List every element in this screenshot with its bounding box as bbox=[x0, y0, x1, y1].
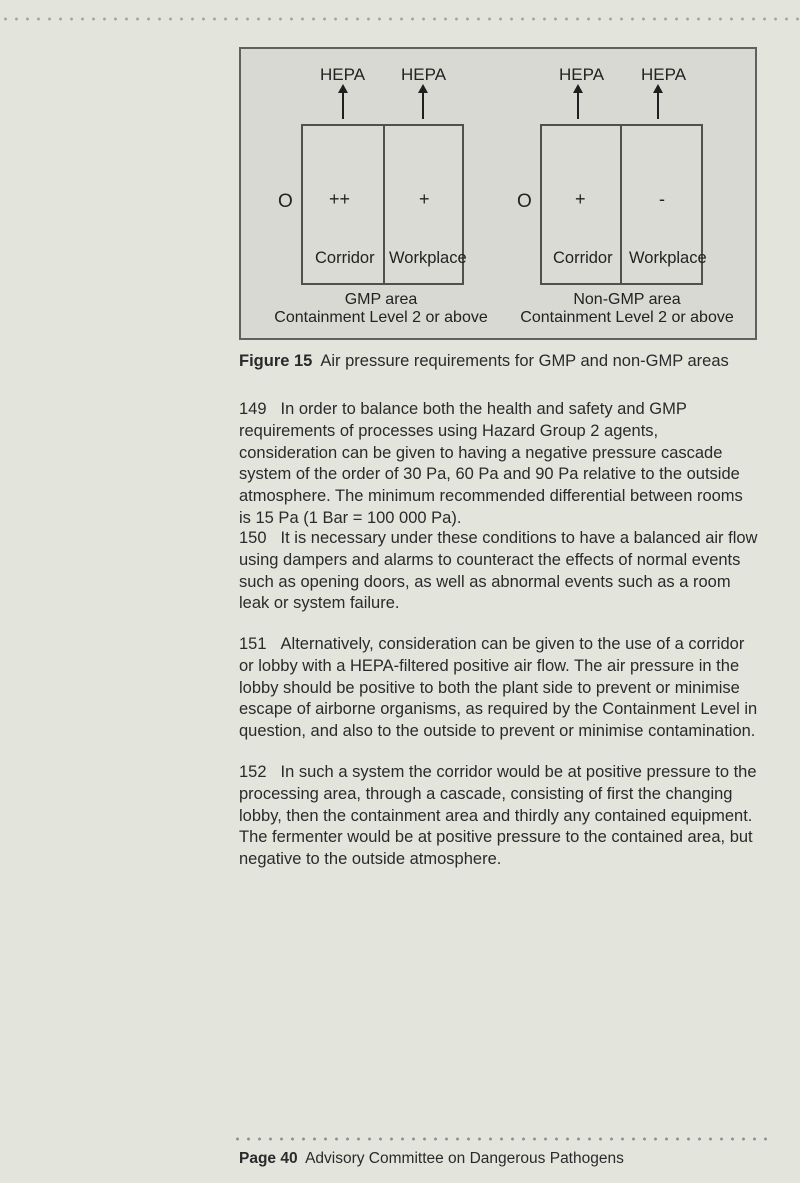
page-footer bbox=[239, 1150, 624, 1168]
nongmp-workplace-pressure: - bbox=[659, 189, 665, 209]
figure-15-diagram bbox=[239, 47, 757, 340]
hepa-label-gmp-workplace: HEPA bbox=[401, 65, 447, 84]
nongmp-corridor-label: Corridor bbox=[553, 249, 613, 267]
figure-caption bbox=[239, 352, 729, 371]
hepa-label-nongmp-workplace: HEPA bbox=[641, 65, 687, 84]
paragraph-text: It is necessary under these conditions to have a balanced air flow using dampers and alarms to counteract the effects of normal events such as opening doors, as well as abnormal events such as a room leak or system failure. bbox=[239, 529, 758, 613]
gmp-workplace-pressure: + bbox=[419, 189, 430, 209]
paragraph-149 bbox=[239, 399, 759, 530]
nongmp-containment-level: Containment Level 2 or above bbox=[520, 309, 734, 326]
nongmp-corridor-pressure: + bbox=[575, 189, 586, 209]
gmp-workplace-label: Workplace bbox=[389, 249, 467, 267]
up-arrow-icon bbox=[577, 91, 579, 119]
publisher-name: Advisory Committee on Dangerous Pathogens bbox=[305, 1150, 624, 1167]
gmp-area-name: GMP area bbox=[344, 291, 418, 308]
up-arrow-icon bbox=[657, 91, 659, 119]
paragraph-number: 152 bbox=[239, 763, 267, 781]
paragraph-number: 149 bbox=[239, 400, 267, 418]
gmp-corridor-pressure: ++ bbox=[329, 189, 351, 209]
nongmp-outside-symbol: O bbox=[517, 191, 532, 212]
nongmp-workplace-label: Workplace bbox=[629, 249, 707, 267]
nongmp-area-name: Non-GMP area bbox=[573, 291, 681, 308]
paragraph-text: In such a system the corridor would be at positive pressure to the processing area, through a cascade, consisting of first the changing lobby, then the containment area and thirdly any contained equipment. The fermenter would be at positive pressure to the contained area, but negative to the outside atmosphere. bbox=[239, 763, 757, 869]
figure-caption-text: Air pressure requirements for GMP and non-GMP areas bbox=[320, 352, 729, 370]
paragraph-152 bbox=[239, 762, 759, 871]
paragraph-text: In order to balance both the health and safety and GMP requirements of processes using Hazard Group 2 agents, consideration can be given to having a negative pressure cascade system of the order of 30 Pa, 60 Pa and 90 Pa relative to the outside atmosphere. The minimum recommended differential between rooms is 15 Pa (1 Bar = 100 000 Pa). bbox=[239, 400, 743, 527]
paragraph-number: 151 bbox=[239, 635, 267, 653]
gmp-containment-level: Containment Level 2 or above bbox=[274, 309, 488, 326]
gmp-outside-symbol: O bbox=[278, 191, 293, 212]
page-number: Page 40 bbox=[239, 1150, 298, 1167]
figure-number: Figure 15 bbox=[239, 352, 313, 370]
bottom-dot-rule bbox=[232, 1136, 767, 1142]
top-dot-rule bbox=[0, 16, 800, 22]
gmp-corridor-label: Corridor bbox=[315, 249, 375, 267]
paragraph-151 bbox=[239, 634, 759, 743]
up-arrow-icon bbox=[342, 91, 344, 119]
up-arrow-icon bbox=[422, 91, 424, 119]
paragraph-150 bbox=[239, 528, 759, 615]
paragraph-number: 150 bbox=[239, 529, 267, 547]
hepa-label-nongmp-corridor: HEPA bbox=[559, 65, 605, 84]
paragraph-text: Alternatively, consideration can be given to the use of a corridor or lobby with a HEPA-filtered positive air flow. The air pressure in the lobby should be positive to both the plant side to prevent or minimise escape of airborne organisms, as required by the Containment Level in question, and also to the outside to prevent or minimise contamination. bbox=[239, 635, 758, 741]
hepa-label-gmp-corridor: HEPA bbox=[320, 65, 366, 84]
